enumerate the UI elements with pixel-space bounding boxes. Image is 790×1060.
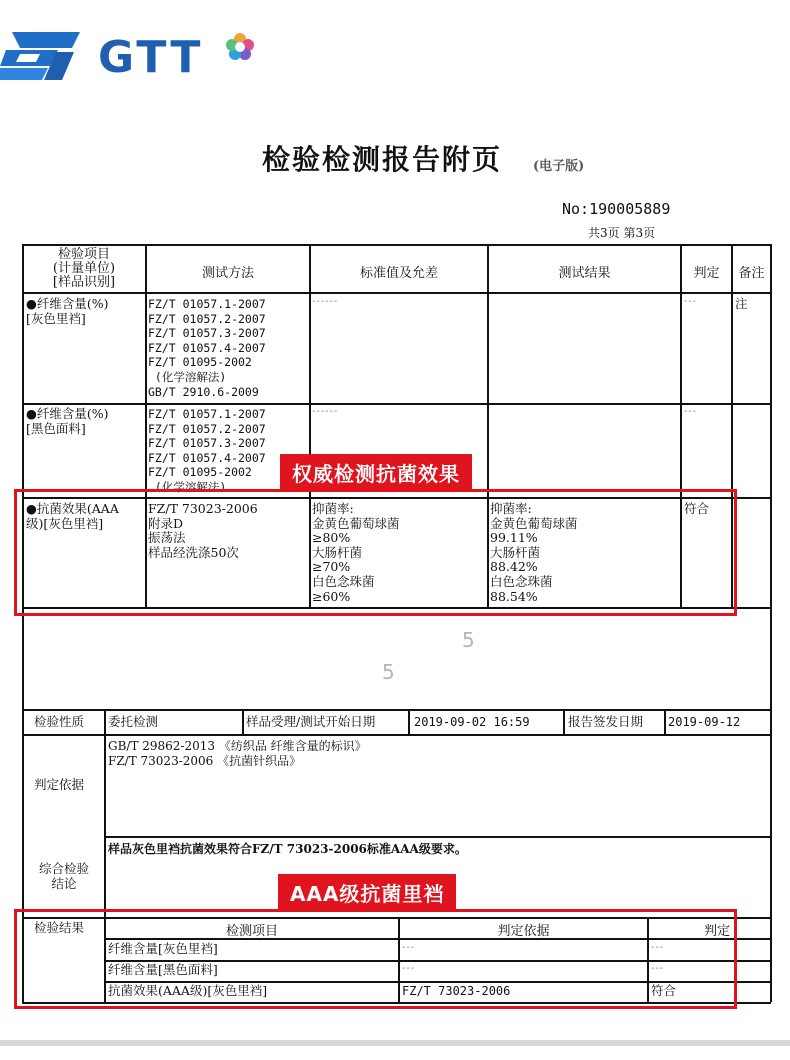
results-row2-judgement: --- [651,963,665,974]
row2-judgement: --- [684,406,698,417]
header-item: 检验项目 (计量单位) [样品识别] [52,247,116,290]
row3-item: ●抗菌效果(AAA 级)[灰色里裆] [26,501,119,531]
highlight-label-antibacterial: 权威检测抗菌效果 [280,454,472,491]
header-standard: 标准值及允差 [359,266,438,281]
report-number: No:190005889 [562,200,671,218]
results-row1-item: 纤维含量[灰色里裆] [108,941,218,956]
stamp-mark: 5 [462,628,475,652]
header-judgement: 判定 [693,266,720,281]
row1-item: ●纤维含量(%) [灰色里裆] [26,296,109,326]
results-label: 检验结果 [34,920,85,935]
date-label: 样品受理/测试开始日期 [246,714,376,729]
conclusion-value: 样品灰色里裆抗菌效果符合FZ/T 73023-2006标准AAA级要求。 [108,842,467,856]
nature-value: 委托检测 [108,714,159,729]
row1-standard: ------ [312,296,339,307]
basis-value: GB/T 29862-2013 《纺织品 纤维含量的标识》 FZ/T 73023-2006 《抗菌针织品》 [108,739,367,768]
row3-method: FZ/T 73023-2006 附录D 振荡法 样品经洗涤50次 [148,501,258,560]
row3-judgement: 符合 [684,501,710,516]
report-title: 检验检测报告附页 [262,143,503,176]
results-header-item: 检测项目 [225,924,278,939]
issue-label: 报告签发日期 [568,714,644,729]
report-subtitle: (电子版) [533,159,585,174]
date-value: 2019-09-02 16:59 [414,715,530,729]
brand-name: GTT [98,32,204,83]
row1-method: FZ/T 01057.1-2007 FZ/T 01057.2-2007 FZ/T 01057.3-2007 FZ/T 01057.4-2007 FZ/T 01095-2002 (化学溶解法) GB/T 2910.6-2009 [148,297,266,399]
results-row2-basis: --- [402,963,416,974]
highlight-box-aaa [14,909,737,1009]
results-header-judgement: 判定 [703,924,730,939]
basis-label: 判定依据 [34,777,85,792]
gtt-logo-icon [0,30,80,82]
row2-standard: ------ [312,406,339,417]
conclusion-label: 综合检验 结论 [38,861,89,891]
row1-remark: 注 [735,296,748,311]
results-row3-judgement: 符合 [651,983,677,998]
header-method: 测试方法 [201,266,254,281]
results-row1-basis: --- [402,942,416,953]
row1-judgement: --- [684,296,698,307]
bottom-divider [0,1040,790,1046]
results-header-basis: 判定依据 [497,924,550,939]
page-info: 共3页 第3页 [588,226,656,240]
results-row3-basis: FZ/T 73023-2006 [402,984,511,998]
stamp-mark: 5 [382,660,395,684]
results-row1-judgement: --- [651,942,665,953]
row2-method: FZ/T 01057.1-2007 FZ/T 01057.2-2007 FZ/T 01057.3-2007 FZ/T 01057.4-2007 FZ/T 01095-2002 (化学溶解法) [148,407,266,494]
results-row3-item: 抗菌效果(AAA级)[灰色里裆] [108,983,268,998]
row3-standard: 抑菌率: 金黄色葡萄球菌 ≥80% 大肠杆菌 ≥70% 白色念珠菌 ≥60% [312,501,400,604]
issue-value: 2019-09-12 [668,715,741,729]
results-row2-item: 纤维含量[黑色面料] [108,962,218,977]
nature-label: 检验性质 [34,714,85,729]
brand-flower-icon [226,33,254,61]
row2-item: ●纤维含量(%) [黑色面料] [26,406,109,436]
header-result: 测试结果 [558,266,611,281]
highlight-box-antibacterial [14,489,737,616]
row3-result: 抑菌率: 金黄色葡萄球菌 99.11% 大肠杆菌 88.42% 白色念珠菌 88.54% [490,501,578,604]
header-remark: 备注 [738,266,765,281]
highlight-label-aaa: AAA级抗菌里裆 [278,874,456,911]
